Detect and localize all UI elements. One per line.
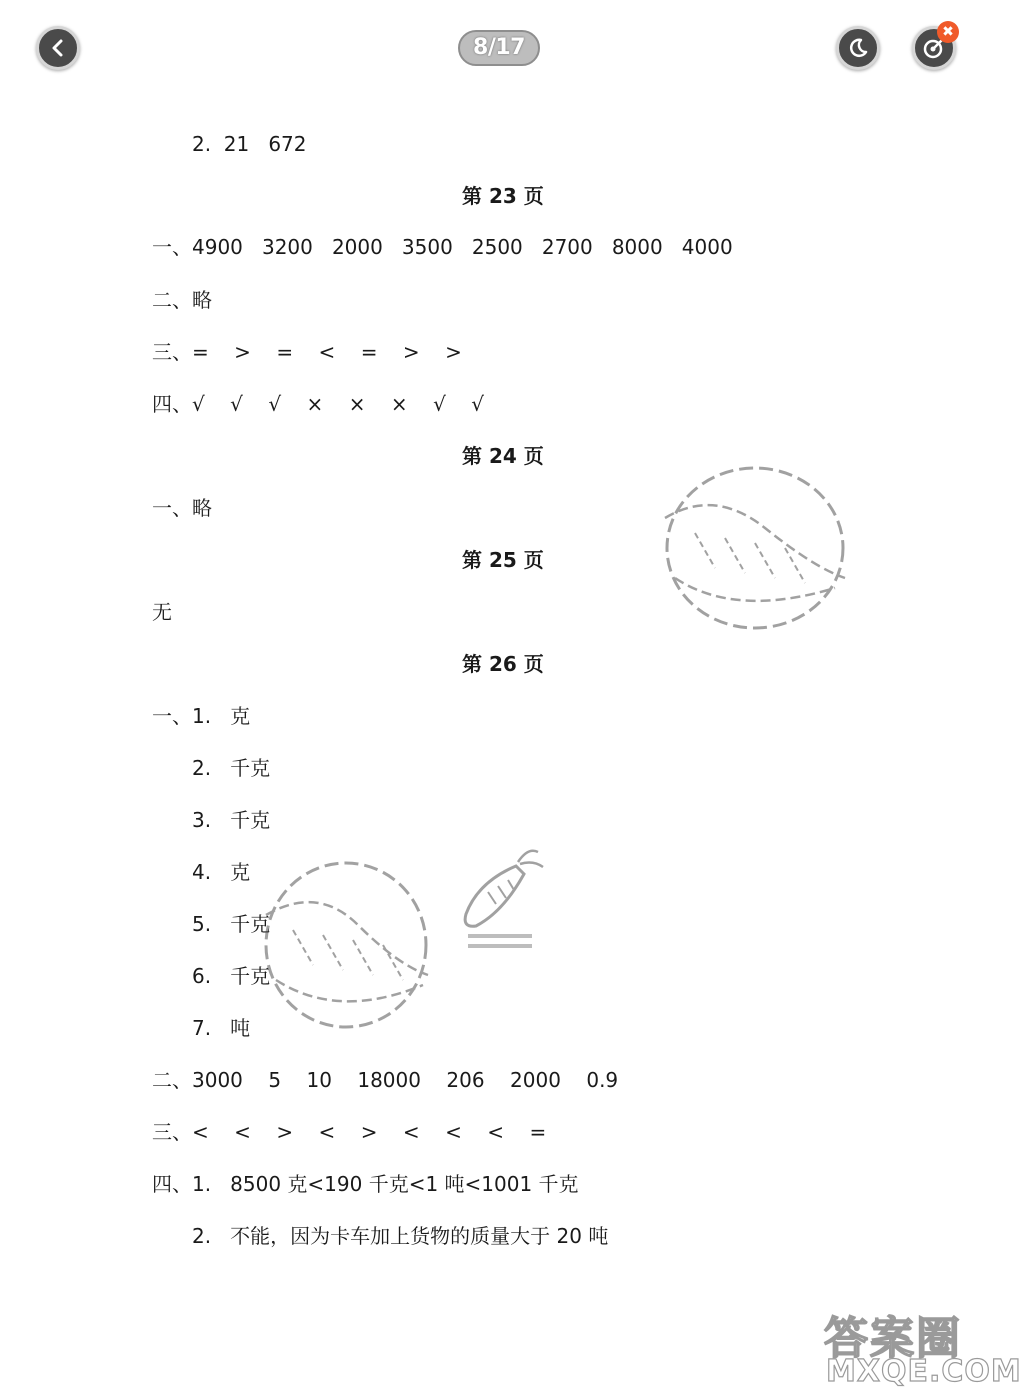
answer-line: 四、1. 8500 克<190 千克<1 吨<1001 千克 — [152, 1172, 579, 1196]
watermark-stamp-icon — [655, 458, 855, 638]
section-heading: 第 23 页 — [462, 184, 544, 208]
answer-line: 二、3000 5 10 18000 206 2000 0.9 — [152, 1068, 619, 1092]
answer-line: 无 — [152, 600, 172, 624]
section-heading: 第 24 页 — [462, 444, 544, 468]
answer-line: 4. 克 — [192, 860, 251, 884]
answer-line: 5. 千克 — [192, 912, 271, 936]
notification-badge: ✖ — [937, 21, 959, 43]
answer-line: 一、4900 3200 2000 3500 2500 2700 8000 4000 — [152, 235, 733, 259]
answer-line: 一、略 — [152, 496, 212, 520]
site-logo — [820, 1300, 1022, 1390]
answer-line: 四、√ √ √ × × × √ √ — [152, 392, 485, 416]
answer-line: 三、= > = < = > > — [152, 340, 462, 364]
answer-line: 3. 千克 — [192, 808, 271, 832]
answer-line: 2. 21 672 — [192, 132, 307, 156]
section-heading: 第 26 页 — [462, 652, 544, 676]
answer-line: 二、略 — [152, 288, 212, 312]
answer-line: 一、1. 克 — [152, 704, 251, 728]
answer-line: 2. 千克 — [192, 756, 271, 780]
answer-line: 7. 吨 — [192, 1016, 251, 1040]
page-indicator: 8/17 — [458, 30, 540, 66]
logo-text-cn: 答案圈 — [824, 1313, 962, 1364]
section-heading: 第 25 页 — [462, 548, 544, 572]
watermark-stamp-icon — [258, 855, 433, 1035]
answer-line: 6. 千克 — [192, 964, 271, 988]
answer-line: 2. 不能，因为卡车加上货物的质量大于 20 吨 — [192, 1224, 609, 1248]
answer-line: 三、< < > < > < < < = — [152, 1120, 547, 1144]
carrot-icon — [458, 842, 548, 962]
logo-text-en: MXQE.COM — [826, 1354, 1022, 1389]
